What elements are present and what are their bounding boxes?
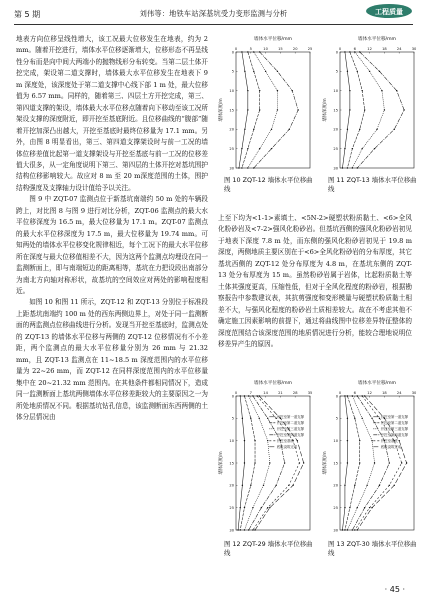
legend-label: 开挖至第二道支撑 — [276, 421, 304, 425]
x-tick-label: 14 — [263, 391, 268, 395]
data-point — [401, 462, 402, 463]
y-tick-label: 30 — [229, 528, 234, 533]
x-tick-label: 0 — [338, 47, 342, 51]
chart-zqt-13 — [322, 34, 420, 174]
data-point — [292, 485, 293, 486]
data-point — [263, 485, 264, 486]
data-point — [342, 167, 343, 168]
y-tick-label: 30 — [333, 528, 338, 533]
data-point — [344, 529, 345, 530]
data-point — [244, 129, 245, 130]
y-tick-label: 15 — [229, 108, 234, 113]
data-point — [376, 129, 377, 130]
y-tick-label: 0 — [335, 394, 338, 399]
chart-zqt-29 — [218, 378, 316, 536]
data-point — [253, 129, 254, 130]
data-point — [252, 507, 253, 508]
data-point — [364, 507, 365, 508]
series-line — [238, 396, 244, 530]
series-line — [240, 396, 255, 530]
x-tick-label: 12 — [367, 47, 372, 51]
data-point — [364, 395, 365, 396]
data-point — [259, 148, 260, 149]
data-point — [349, 109, 350, 110]
data-point — [244, 395, 245, 396]
data-point — [362, 90, 363, 91]
y-tick-label: 0 — [231, 394, 234, 399]
data-point — [244, 440, 245, 441]
data-point — [352, 395, 353, 396]
x-tick-label: 5 — [249, 47, 252, 51]
data-point — [265, 71, 266, 72]
legend-label: 底板浇筑完成 — [380, 445, 402, 449]
x-tick-label: 18 — [382, 47, 387, 51]
data-point — [349, 51, 350, 52]
svg-text:工程质量: 工程质量 — [375, 8, 403, 16]
figure-caption: 图 11 ZQT-13 墙体水平位移曲线 — [328, 176, 417, 193]
data-point — [259, 418, 260, 419]
data-point — [362, 418, 363, 419]
y-tick-label: 0 — [335, 50, 338, 55]
y-tick-label: 10 — [333, 88, 338, 93]
y-tick-label: 20 — [333, 483, 338, 488]
data-point — [252, 529, 253, 530]
data-point — [299, 462, 300, 463]
data-point — [256, 395, 257, 396]
y-tick-label: 5 — [335, 69, 338, 74]
data-point — [344, 148, 345, 149]
data-point — [259, 395, 260, 396]
x-tick-label: 20 — [292, 47, 298, 51]
data-point — [284, 462, 285, 463]
x-tick-label: 15 — [278, 47, 283, 51]
data-point — [357, 167, 358, 168]
data-point — [271, 148, 272, 149]
figure-caption: 图 13 ZQT-30 墙体水平位移曲线 — [328, 540, 417, 557]
series-line — [342, 52, 349, 168]
data-point — [374, 148, 375, 149]
y-tick-label: 25 — [229, 505, 234, 510]
data-point — [347, 529, 348, 530]
data-point — [357, 507, 358, 508]
data-point — [289, 129, 290, 130]
x-tick-label: 30 — [411, 47, 417, 51]
issue-number: 第 5 期 — [14, 10, 41, 19]
data-point — [354, 51, 355, 52]
data-point — [240, 507, 241, 508]
data-point — [275, 485, 276, 486]
data-point — [267, 507, 268, 508]
data-point — [394, 485, 395, 486]
chart-title: 墙体水平位移/mm — [357, 381, 397, 386]
x-tick-label: 30 — [411, 391, 417, 395]
data-point — [359, 51, 360, 52]
data-point — [248, 395, 249, 396]
data-point — [277, 71, 278, 72]
data-point — [247, 90, 248, 91]
data-point — [269, 462, 270, 463]
data-point — [254, 440, 255, 441]
data-point — [269, 507, 270, 508]
y-tick-label: 10 — [229, 88, 234, 93]
data-point — [259, 90, 260, 91]
data-point — [362, 148, 363, 149]
y-tick-label: 15 — [333, 461, 338, 466]
x-tick-label: 35 — [307, 391, 313, 395]
legend-label: 开挖至基底 — [380, 439, 398, 443]
data-point — [238, 167, 239, 168]
page-header — [14, 8, 413, 25]
data-point — [297, 440, 298, 441]
paragraph: 上至下均为<1-1>素填土、<5N-2>硬塑状粉质黏土、<6>全风化粉砂岩及<7-2>强风化粉砂岩。但基坑西侧的强风化粉砂岩初见于地表下深度 7.8 m 处，而东侧的强风化粉砂岩初见于 19.8 m 深度，两侧地质主要区别在于<6>全风化粉砂岩的分布厚度，其它基坑西侧的 ZQT-12 处分布厚度为 4.8 m，在基坑东侧的 ZQT-13 处分布厚度为 15 m。虽然粉砂岩属于岩体，比起粉质黏土等土体其强度更高，压缩性低，但对于全风化程度的粉砂岩，根据勘察报告中参数建议表，其抗剪强度和变形模量与硬塑状粉质黏土相差不大，与强风化程度的粉砂岩土质相差较大。故在不考虑其他不确定施工因素影响的前提下，通过将曲线图中位移差异特征整体的深度范围结合该深度范围的地质情况进行分析，能较合理地说明位移差异产生的原因。 — [218, 214, 412, 348]
data-point — [261, 507, 262, 508]
y-axis-label: 墙体深度/m — [219, 98, 224, 122]
paragraph: 图 9 中 ZQT-07 监测点位于新基坑南端约 50 m 处的车辆段跨上，对比图 8 与图 9 进行对比分析，ZQT-06 监测点的最大水平位移深度为 16.5 m，最大位移量为 17.1 m。ZQT-07 监测点的最大水平位移深度为 17.5 m，最大位移量为 19.74 mm。可知两处的墙体水平位移变化规律相近，每个工况下的最大水平位移所在深度与最大位移值相差不大，因为这两个监测点均埋设在同一监测断面上，即与南端短边的距离相等，基坑在力把设段出南部分为南北方向轴对称形状，故基坑的空间效应对两处的影响程度相近。 — [16, 195, 208, 295]
data-point — [240, 395, 241, 396]
data-point — [244, 529, 245, 530]
data-point — [359, 129, 360, 130]
data-point — [347, 167, 348, 168]
data-point — [371, 440, 372, 441]
legend-label: 开挖至第三道支撑 — [380, 427, 408, 431]
data-point — [250, 418, 251, 419]
left-column — [16, 34, 208, 423]
data-point — [242, 418, 243, 419]
page-number: · 45 · — [384, 585, 405, 594]
series-line — [342, 396, 347, 530]
data-point — [371, 507, 372, 508]
data-point — [254, 529, 255, 530]
data-point — [347, 462, 348, 463]
data-point — [389, 462, 390, 463]
data-point — [244, 71, 245, 72]
x-tick-label: 21 — [278, 391, 283, 395]
y-tick-label: 0 — [231, 50, 234, 55]
y-tick-label: 10 — [229, 438, 234, 443]
data-point — [384, 109, 385, 110]
running-title: 刘伟等：地铁车站深基坑受力变形监测与分析 — [139, 9, 288, 18]
plot-frame — [340, 52, 414, 168]
x-tick-label: 10 — [263, 47, 268, 51]
chart-title: 墙体水平位移/mm — [253, 381, 293, 386]
x-tick-label: 7 — [249, 391, 252, 395]
y-tick-label: 10 — [333, 438, 338, 443]
data-point — [349, 90, 350, 91]
data-point — [271, 129, 272, 130]
data-point — [247, 148, 248, 149]
legend-label: 开挖至第三道支撑 — [276, 427, 304, 431]
figure-caption: 图 10 ZQT-12 墙体水平位移曲线 — [224, 176, 313, 193]
series-line — [239, 52, 248, 168]
data-point — [259, 109, 260, 110]
y-tick-label: 25 — [229, 146, 234, 151]
data-point — [347, 71, 348, 72]
data-point — [362, 395, 363, 396]
data-point — [366, 485, 367, 486]
data-point — [253, 167, 254, 168]
data-point — [253, 51, 254, 52]
series-line — [352, 52, 384, 168]
data-point — [242, 485, 243, 486]
x-tick-label: 0 — [234, 391, 238, 395]
data-point — [277, 109, 278, 110]
data-point — [399, 440, 400, 441]
legend-label: 开挖至第四道支撑 — [380, 433, 408, 437]
chart-title: 墙体水平位移/mm — [253, 37, 293, 42]
data-point — [250, 485, 251, 486]
y-tick-label: 25 — [333, 146, 338, 151]
data-point — [359, 462, 360, 463]
legend-label: 开挖至第二道支撑 — [380, 421, 408, 425]
data-point — [371, 418, 372, 419]
data-point — [253, 71, 254, 72]
data-point — [364, 109, 365, 110]
y-axis-label: 墙体深度/m — [219, 451, 224, 475]
data-point — [344, 51, 345, 52]
data-point — [267, 418, 268, 419]
data-point — [259, 51, 260, 52]
y-tick-label: 5 — [335, 416, 338, 421]
data-point — [389, 485, 390, 486]
data-point — [374, 462, 375, 463]
data-point — [241, 51, 242, 52]
data-point — [247, 109, 248, 110]
data-point — [352, 529, 353, 530]
data-point — [369, 507, 370, 508]
data-point — [354, 485, 355, 486]
y-tick-label: 30 — [229, 166, 234, 171]
data-point — [354, 529, 355, 530]
chart-zqt-30 — [322, 378, 420, 536]
data-point — [357, 529, 358, 530]
y-tick-label: 15 — [333, 108, 338, 113]
y-axis-label: 墙体深度/m — [323, 451, 328, 475]
chart-title: 墙体水平位移/mm — [357, 37, 397, 42]
data-point — [347, 440, 348, 441]
x-tick-label: 0 — [338, 391, 342, 395]
x-tick-label: 24 — [396, 391, 402, 395]
paragraph: 地表方向位移呈线性增大，该工况最大位移发生在地表，约为 2 mm。随着开挖进行，墙体水平位移逐渐增大，位移形态不再呈线性分布而是向中间大两端小的抛物线形分布转变。当第二层土体开挖完成，架设第二道支撑时，墙体最大水平位移发生在地表下 9 m 深度处，该深度处于第二道支撑中心线下部 1 m 处，最大位移值为 6.57 mm。同样的，随着第三、四层土方开挖完成，第三、第四道支撑的架设，墙体最大水平位移点随着向下移动至该工况所架设支撑的深度附近，即开挖至基底附近。且位移曲线的“腹部”随着开挖加深凸出越大，开挖至基底时最终位移量为 17.1 mm。另外，由图 8 明显看出，第三、第四道支撑架设时与前一工况的墙体位移差值比起第一道支撑架设与开挖至基底与前一工况的位移差值大很多，从一定角度说明下第三、第四层的土体开挖对基坑围护结构位移影响较大。故应对 8 m 至 20 m深度范围的土体，围护结构强度及支撑轴力设计值给予以关注。 — [16, 35, 208, 192]
right-column — [218, 213, 412, 350]
data-point — [394, 129, 395, 130]
data-point — [241, 167, 242, 168]
y-tick-label: 30 — [333, 166, 338, 171]
data-point — [297, 109, 298, 110]
data-point — [248, 529, 249, 530]
data-point — [379, 71, 380, 72]
x-tick-label: 25 — [307, 47, 313, 51]
data-point — [252, 395, 253, 396]
x-tick-label: 24 — [396, 47, 402, 51]
legend-label: 开挖至第四道支撑 — [276, 433, 304, 437]
data-point — [244, 462, 245, 463]
data-point — [344, 485, 345, 486]
data-point — [369, 71, 370, 72]
x-tick-label: 6 — [353, 47, 356, 51]
y-tick-label: 20 — [333, 127, 338, 132]
series-line — [254, 52, 298, 168]
legend-label: 开挖至第一道支撑 — [380, 415, 408, 419]
data-point — [292, 90, 293, 91]
paragraph: 如图 10 和图 11 所示，ZQT-12 和 ZQT-13 分别位于标准段上距基坑南端约 100 m 处的西东两侧边界上，对处于同一监测断面的两监测点位移曲线进行分析。发现当开挖至基底时，监测点处的 ZQT-13 的墙体水平位移与两侧的 ZQT-12 位移情况有不小差距，两个监测点的最大水平位移量分别为 26 mm 与 21.32 mm，且 ZQT-13 监测点在 11~18.5 m 深度范围内的水平位移量为 22~26 mm，而 ZQT-12 在同样深度范围内的水平位移量集中在 20~21.32 mm 范围内。在其他条件都相同情况下，造成同一监测断面上基坑两侧墙体水平位移差距较大的主要原因之一为所处地质情况不同。根据基坑钻孔信息，该监测断面东西两侧的土体分层情况由 — [16, 298, 208, 421]
data-point — [379, 485, 380, 486]
legend-label: 底板浇筑完成 — [276, 445, 298, 449]
x-tick-label: 28 — [292, 391, 298, 395]
data-point — [406, 462, 407, 463]
data-point — [288, 485, 289, 486]
data-point — [359, 440, 360, 441]
data-point — [254, 462, 255, 463]
data-point — [403, 109, 404, 110]
data-point — [241, 148, 242, 149]
series-line — [248, 52, 278, 168]
data-point — [344, 507, 345, 508]
x-tick-label: 18 — [382, 391, 387, 395]
data-point — [357, 395, 358, 396]
data-point — [277, 90, 278, 91]
x-tick-label: 0 — [234, 47, 238, 51]
y-tick-label: 20 — [229, 483, 234, 488]
chart-zqt-12 — [218, 34, 316, 174]
data-point — [237, 529, 238, 530]
x-tick-label: 6 — [353, 391, 356, 395]
data-point — [347, 129, 348, 130]
data-point — [381, 90, 382, 91]
data-point — [352, 167, 353, 168]
y-tick-label: 5 — [231, 416, 234, 421]
data-point — [247, 167, 248, 168]
data-point — [347, 395, 348, 396]
data-point — [354, 418, 355, 419]
data-point — [347, 418, 348, 419]
y-tick-label: 15 — [229, 461, 234, 466]
y-tick-label: 20 — [229, 127, 234, 132]
legend-label: 开挖至第一道支撑 — [276, 415, 304, 419]
data-point — [396, 90, 397, 91]
y-axis-label: 墙体深度/m — [323, 98, 328, 122]
data-point — [247, 51, 248, 52]
data-point — [244, 507, 245, 508]
data-point — [344, 395, 345, 396]
data-point — [357, 71, 358, 72]
legend-label: 开挖至基底 — [276, 439, 294, 443]
x-tick-label: 12 — [367, 391, 372, 395]
data-point — [240, 529, 241, 530]
data-point — [267, 440, 268, 441]
figure-caption: 图 12 ZQT-29 墙体水平位移曲线 — [224, 540, 313, 557]
journal-logo — [365, 3, 413, 19]
data-point — [303, 462, 304, 463]
data-point — [342, 529, 343, 530]
data-point — [352, 148, 353, 149]
y-tick-label: 25 — [333, 505, 338, 510]
y-tick-label: 5 — [231, 69, 234, 74]
data-point — [349, 507, 350, 508]
